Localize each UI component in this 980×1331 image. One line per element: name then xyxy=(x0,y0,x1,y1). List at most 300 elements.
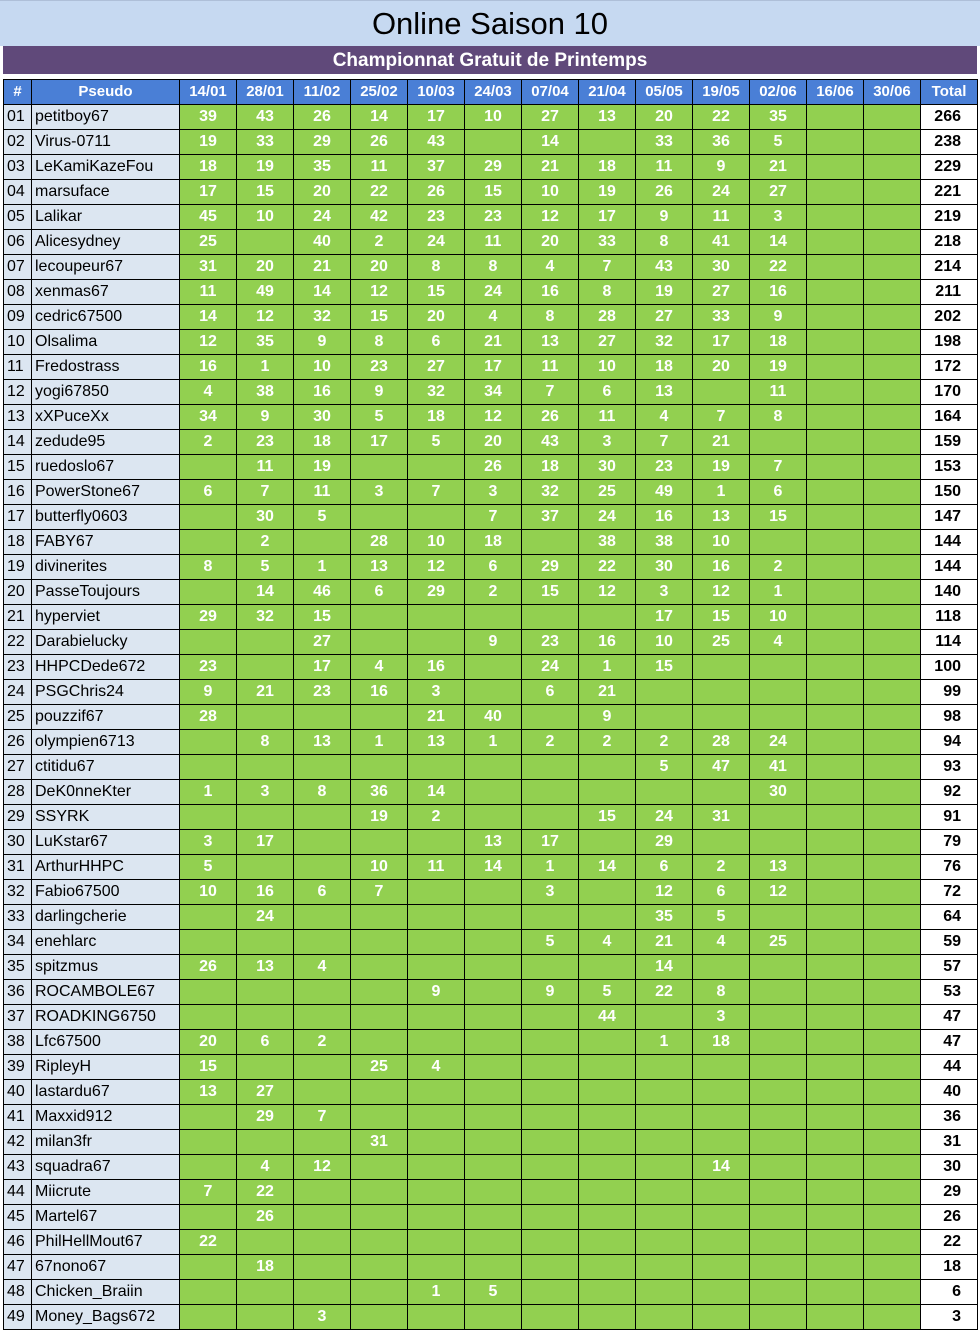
score-cell xyxy=(750,1080,807,1105)
score-cell xyxy=(522,1080,579,1105)
score-cell: 14 xyxy=(408,780,465,805)
rank-cell: 18 xyxy=(4,530,32,555)
score-cell: 12 xyxy=(522,205,579,230)
score-cell: 27 xyxy=(522,105,579,130)
score-cell xyxy=(237,1230,294,1255)
total-cell: 221 xyxy=(921,180,978,205)
score-cell xyxy=(522,1155,579,1180)
score-cell xyxy=(351,955,408,980)
score-cell xyxy=(807,1205,864,1230)
score-cell: 15 xyxy=(408,280,465,305)
score-cell xyxy=(351,755,408,780)
score-cell: 14 xyxy=(294,280,351,305)
score-cell xyxy=(408,1030,465,1055)
score-cell: 9 xyxy=(351,380,408,405)
score-cell: 16 xyxy=(750,280,807,305)
table-row xyxy=(4,855,978,880)
score-cell xyxy=(636,1080,693,1105)
score-cell: 6 xyxy=(294,880,351,905)
score-cell: 17 xyxy=(237,830,294,855)
score-cell xyxy=(864,1205,921,1230)
score-cell: 35 xyxy=(237,330,294,355)
rank-cell: 02 xyxy=(4,130,32,155)
score-cell: 30 xyxy=(636,555,693,580)
score-cell: 24 xyxy=(408,230,465,255)
score-cell xyxy=(807,930,864,955)
score-cell: 25 xyxy=(750,930,807,955)
score-cell xyxy=(864,330,921,355)
score-cell: 24 xyxy=(237,905,294,930)
score-cell xyxy=(465,1080,522,1105)
score-cell: 21 xyxy=(750,155,807,180)
score-cell: 10 xyxy=(579,355,636,380)
score-cell: 4 xyxy=(750,630,807,655)
score-cell xyxy=(807,955,864,980)
score-cell xyxy=(522,780,579,805)
table-row xyxy=(4,555,978,580)
pseudo-cell: squadra67 xyxy=(32,1155,180,1180)
pseudo-cell: xenmas67 xyxy=(32,280,180,305)
score-cell xyxy=(864,930,921,955)
score-cell xyxy=(864,480,921,505)
score-cell xyxy=(864,1180,921,1205)
score-cell xyxy=(693,705,750,730)
rank-cell: 42 xyxy=(4,1130,32,1155)
score-cell: 28 xyxy=(351,530,408,555)
total-cell: 72 xyxy=(921,880,978,905)
score-cell: 21 xyxy=(636,930,693,955)
score-cell xyxy=(864,505,921,530)
score-cell: 14 xyxy=(750,230,807,255)
score-cell: 8 xyxy=(294,780,351,805)
score-cell: 1 xyxy=(465,730,522,755)
score-cell xyxy=(351,905,408,930)
score-cell xyxy=(750,980,807,1005)
score-cell xyxy=(465,1155,522,1180)
score-cell: 33 xyxy=(579,230,636,255)
total-cell: 31 xyxy=(921,1130,978,1155)
score-cell: 20 xyxy=(180,1030,237,1055)
score-cell xyxy=(180,730,237,755)
score-cell: 20 xyxy=(294,180,351,205)
score-cell xyxy=(693,680,750,705)
score-cell: 10 xyxy=(750,605,807,630)
pseudo-cell: milan3fr xyxy=(32,1130,180,1155)
score-cell: 17 xyxy=(351,430,408,455)
score-cell xyxy=(408,605,465,630)
score-cell xyxy=(465,1230,522,1255)
score-cell: 9 xyxy=(522,980,579,1005)
score-cell: 9 xyxy=(237,405,294,430)
score-cell xyxy=(807,130,864,155)
score-cell xyxy=(408,505,465,530)
total-cell: 3 xyxy=(921,1305,978,1330)
score-cell: 18 xyxy=(465,530,522,555)
score-cell xyxy=(807,1280,864,1305)
score-cell xyxy=(807,255,864,280)
total-cell: 100 xyxy=(921,655,978,680)
score-cell: 32 xyxy=(636,330,693,355)
total-cell: 79 xyxy=(921,830,978,855)
score-cell: 26 xyxy=(636,180,693,205)
score-cell xyxy=(237,1305,294,1330)
score-cell: 17 xyxy=(522,830,579,855)
score-cell: 34 xyxy=(180,405,237,430)
score-cell xyxy=(864,630,921,655)
header-date: 02/06 xyxy=(750,80,807,105)
score-cell: 4 xyxy=(465,305,522,330)
total-cell: 172 xyxy=(921,355,978,380)
pseudo-cell: pouzzif67 xyxy=(32,705,180,730)
score-cell: 15 xyxy=(465,180,522,205)
score-cell xyxy=(351,1255,408,1280)
rank-cell: 30 xyxy=(4,830,32,855)
score-cell xyxy=(237,630,294,655)
score-cell xyxy=(864,255,921,280)
score-cell: 8 xyxy=(351,330,408,355)
score-cell xyxy=(351,605,408,630)
score-cell xyxy=(294,930,351,955)
score-cell xyxy=(864,180,921,205)
score-cell xyxy=(807,455,864,480)
score-cell: 12 xyxy=(237,305,294,330)
rank-cell: 43 xyxy=(4,1155,32,1180)
score-cell xyxy=(237,1280,294,1305)
score-cell: 1 xyxy=(180,780,237,805)
score-cell: 40 xyxy=(294,230,351,255)
score-cell xyxy=(864,1030,921,1055)
score-cell xyxy=(408,1230,465,1255)
rank-cell: 06 xyxy=(4,230,32,255)
score-cell: 32 xyxy=(294,305,351,330)
total-cell: 53 xyxy=(921,980,978,1005)
score-cell xyxy=(693,1180,750,1205)
score-cell: 27 xyxy=(237,1080,294,1105)
score-cell xyxy=(864,655,921,680)
score-cell xyxy=(408,455,465,480)
score-cell: 1 xyxy=(237,355,294,380)
score-cell: 11 xyxy=(408,855,465,880)
score-cell xyxy=(807,1055,864,1080)
score-cell xyxy=(351,930,408,955)
score-cell xyxy=(351,980,408,1005)
score-cell xyxy=(351,1305,408,1330)
rank-cell: 29 xyxy=(4,805,32,830)
table-row xyxy=(4,205,978,230)
rank-cell: 48 xyxy=(4,1280,32,1305)
score-cell xyxy=(807,555,864,580)
score-cell: 29 xyxy=(636,830,693,855)
score-cell: 32 xyxy=(237,605,294,630)
score-cell xyxy=(465,805,522,830)
rank-cell: 31 xyxy=(4,855,32,880)
score-cell: 7 xyxy=(693,405,750,430)
pseudo-cell: Darabielucky xyxy=(32,630,180,655)
score-cell xyxy=(864,880,921,905)
table-row xyxy=(4,705,978,730)
pseudo-cell: ROADKING6750 xyxy=(32,1005,180,1030)
score-cell xyxy=(294,1180,351,1205)
score-cell: 13 xyxy=(522,330,579,355)
score-cell xyxy=(351,455,408,480)
header-date: 21/04 xyxy=(579,80,636,105)
score-cell: 10 xyxy=(636,630,693,655)
score-cell xyxy=(465,905,522,930)
header-date: 16/06 xyxy=(807,80,864,105)
score-cell xyxy=(294,1205,351,1230)
score-cell xyxy=(351,1030,408,1055)
pseudo-cell: cedric67500 xyxy=(32,305,180,330)
pseudo-cell: PSGChris24 xyxy=(32,680,180,705)
rank-cell: 04 xyxy=(4,180,32,205)
pseudo-cell: RipleyH xyxy=(32,1055,180,1080)
score-cell: 14 xyxy=(636,955,693,980)
score-cell xyxy=(351,505,408,530)
score-cell xyxy=(864,905,921,930)
rank-cell: 34 xyxy=(4,930,32,955)
score-cell xyxy=(351,1105,408,1130)
score-cell: 7 xyxy=(408,480,465,505)
score-cell xyxy=(807,1005,864,1030)
score-cell: 33 xyxy=(636,130,693,155)
score-cell: 3 xyxy=(750,205,807,230)
score-cell xyxy=(636,1105,693,1130)
score-cell xyxy=(807,780,864,805)
score-cell xyxy=(579,605,636,630)
score-cell xyxy=(579,1255,636,1280)
score-cell: 6 xyxy=(750,480,807,505)
score-cell: 26 xyxy=(465,455,522,480)
score-cell: 20 xyxy=(522,230,579,255)
score-cell xyxy=(522,955,579,980)
score-cell: 1 xyxy=(750,580,807,605)
table-row xyxy=(4,180,978,205)
pseudo-cell: xXPuceXx xyxy=(32,405,180,430)
score-cell: 27 xyxy=(636,305,693,330)
score-cell xyxy=(522,1230,579,1255)
header-date: 11/02 xyxy=(294,80,351,105)
score-cell: 26 xyxy=(522,405,579,430)
score-cell: 4 xyxy=(351,655,408,680)
score-cell: 23 xyxy=(180,655,237,680)
score-cell: 7 xyxy=(237,480,294,505)
pseudo-cell: Olsalima xyxy=(32,330,180,355)
score-cell: 18 xyxy=(693,1030,750,1055)
pseudo-cell: HHPCDede672 xyxy=(32,655,180,680)
score-cell: 24 xyxy=(693,180,750,205)
score-cell xyxy=(807,730,864,755)
score-cell: 5 xyxy=(465,1280,522,1305)
score-cell: 27 xyxy=(693,280,750,305)
score-cell: 16 xyxy=(237,880,294,905)
pseudo-cell: ArthurHHPC xyxy=(32,855,180,880)
total-cell: 22 xyxy=(921,1230,978,1255)
rank-cell: 49 xyxy=(4,1305,32,1330)
score-cell xyxy=(807,905,864,930)
table-row xyxy=(4,1155,978,1180)
score-cell: 14 xyxy=(579,855,636,880)
score-cell xyxy=(579,1180,636,1205)
score-cell xyxy=(807,180,864,205)
score-cell xyxy=(807,830,864,855)
score-cell: 5 xyxy=(294,505,351,530)
score-cell xyxy=(237,705,294,730)
score-cell: 1 xyxy=(579,655,636,680)
score-cell xyxy=(864,1255,921,1280)
score-cell: 27 xyxy=(408,355,465,380)
pseudo-cell: Martel67 xyxy=(32,1205,180,1230)
score-cell: 21 xyxy=(408,705,465,730)
score-cell xyxy=(237,805,294,830)
score-cell: 8 xyxy=(579,280,636,305)
score-cell xyxy=(636,1180,693,1205)
total-cell: 64 xyxy=(921,905,978,930)
score-cell xyxy=(351,1280,408,1305)
score-cell: 5 xyxy=(579,980,636,1005)
total-cell: 118 xyxy=(921,605,978,630)
table-row xyxy=(4,980,978,1005)
rank-cell: 39 xyxy=(4,1055,32,1080)
score-cell: 4 xyxy=(579,930,636,955)
table-row xyxy=(4,630,978,655)
total-cell: 266 xyxy=(921,105,978,130)
score-cell xyxy=(636,1230,693,1255)
score-cell xyxy=(237,855,294,880)
rank-cell: 47 xyxy=(4,1255,32,1280)
score-cell: 42 xyxy=(351,205,408,230)
total-cell: 144 xyxy=(921,555,978,580)
score-cell: 24 xyxy=(750,730,807,755)
rank-cell: 11 xyxy=(4,355,32,380)
score-cell: 7 xyxy=(294,1105,351,1130)
score-cell: 6 xyxy=(636,855,693,880)
score-cell xyxy=(750,1155,807,1180)
score-cell: 12 xyxy=(579,580,636,605)
score-cell: 7 xyxy=(351,880,408,905)
score-cell: 41 xyxy=(750,755,807,780)
score-cell: 3 xyxy=(693,1005,750,1030)
score-cell xyxy=(864,1130,921,1155)
score-cell: 17 xyxy=(408,105,465,130)
table-row xyxy=(4,280,978,305)
table-row xyxy=(4,880,978,905)
table-row xyxy=(4,530,978,555)
score-cell: 43 xyxy=(636,255,693,280)
rank-cell: 19 xyxy=(4,555,32,580)
total-cell: 202 xyxy=(921,305,978,330)
score-cell xyxy=(579,1055,636,1080)
score-cell: 22 xyxy=(750,255,807,280)
score-cell: 22 xyxy=(636,980,693,1005)
score-cell: 12 xyxy=(294,1155,351,1180)
score-cell xyxy=(237,1130,294,1155)
score-cell xyxy=(693,1230,750,1255)
score-cell: 9 xyxy=(294,330,351,355)
score-cell: 8 xyxy=(237,730,294,755)
header-pseudo: Pseudo xyxy=(32,80,180,105)
score-cell xyxy=(807,1105,864,1130)
score-cell: 10 xyxy=(408,530,465,555)
score-cell: 25 xyxy=(693,630,750,655)
score-cell xyxy=(579,130,636,155)
score-cell: 38 xyxy=(237,380,294,405)
score-cell: 4 xyxy=(693,930,750,955)
score-cell xyxy=(465,955,522,980)
score-cell: 35 xyxy=(636,905,693,930)
score-cell xyxy=(693,830,750,855)
score-cell: 30 xyxy=(750,780,807,805)
pseudo-cell: LuKstar67 xyxy=(32,830,180,855)
header-date: 28/01 xyxy=(237,80,294,105)
score-cell: 14 xyxy=(693,1155,750,1180)
score-cell xyxy=(579,1105,636,1130)
score-cell xyxy=(864,430,921,455)
score-cell: 28 xyxy=(693,730,750,755)
score-cell xyxy=(864,605,921,630)
pseudo-cell: DeK0nneKter xyxy=(32,780,180,805)
score-cell xyxy=(465,1105,522,1130)
score-cell: 1 xyxy=(351,730,408,755)
score-cell xyxy=(465,1255,522,1280)
score-cell: 7 xyxy=(750,455,807,480)
pseudo-cell: spitzmus xyxy=(32,955,180,980)
score-cell: 39 xyxy=(180,105,237,130)
pseudo-cell: divinerites xyxy=(32,555,180,580)
score-cell: 6 xyxy=(522,680,579,705)
score-cell: 9 xyxy=(408,980,465,1005)
score-cell xyxy=(864,955,921,980)
score-cell: 6 xyxy=(693,880,750,905)
score-cell xyxy=(636,705,693,730)
score-cell xyxy=(522,530,579,555)
table-row xyxy=(4,380,978,405)
score-cell xyxy=(864,1230,921,1255)
total-cell: 140 xyxy=(921,580,978,605)
score-cell: 21 xyxy=(294,255,351,280)
score-cell xyxy=(807,305,864,330)
score-cell xyxy=(807,755,864,780)
score-cell: 20 xyxy=(351,255,408,280)
score-cell: 15 xyxy=(636,655,693,680)
score-cell xyxy=(807,980,864,1005)
pseudo-cell: PowerStone67 xyxy=(32,480,180,505)
table-row xyxy=(4,455,978,480)
score-cell xyxy=(864,105,921,130)
score-cell xyxy=(807,530,864,555)
score-cell: 24 xyxy=(465,280,522,305)
score-cell xyxy=(864,780,921,805)
pseudo-cell: yogi67850 xyxy=(32,380,180,405)
score-cell: 27 xyxy=(294,630,351,655)
pseudo-cell: butterfly0603 xyxy=(32,505,180,530)
score-cell: 6 xyxy=(237,1030,294,1055)
score-cell: 3 xyxy=(579,430,636,455)
score-cell: 14 xyxy=(237,580,294,605)
score-cell xyxy=(636,1255,693,1280)
score-cell: 7 xyxy=(579,255,636,280)
pseudo-cell: hyperviet xyxy=(32,605,180,630)
score-cell: 3 xyxy=(408,680,465,705)
table-row xyxy=(4,805,978,830)
score-cell xyxy=(579,755,636,780)
header-row xyxy=(4,80,978,105)
score-cell: 9 xyxy=(465,630,522,655)
score-cell: 3 xyxy=(351,480,408,505)
total-cell: 36 xyxy=(921,1105,978,1130)
table-row xyxy=(4,830,978,855)
score-cell xyxy=(864,205,921,230)
score-cell: 16 xyxy=(408,655,465,680)
